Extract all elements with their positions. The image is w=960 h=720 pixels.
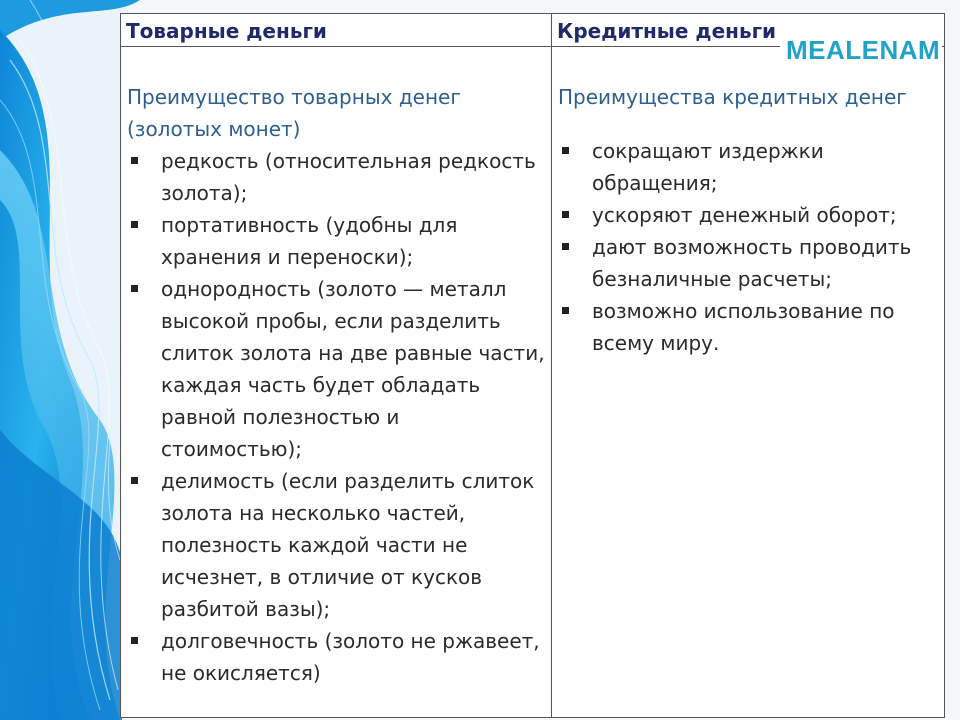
bullet-square-icon [562, 307, 569, 314]
bullet-square-icon [131, 637, 138, 644]
comparison-table [120, 13, 945, 718]
list-item [127, 145, 545, 209]
list-item [558, 199, 938, 231]
list-item-text: портативность (удобны для хранения и переноски); [161, 213, 458, 269]
list-item-text: редкость (относительная редкость золота); [161, 149, 536, 205]
bullet-square-icon [562, 243, 569, 250]
bullet-square-icon [131, 221, 138, 228]
list-item [127, 625, 545, 689]
list-item-text: однородность (золото — металл высокой пробы, если разделить слиток золота на две равные части, каждая часть будет обладать равной полезностью и стоимостью); [161, 277, 545, 461]
credit-money-cell [552, 47, 944, 717]
bullet-square-icon [562, 211, 569, 218]
watermark-logo [780, 30, 942, 70]
bullet-square-icon [562, 147, 569, 154]
list-item [127, 465, 545, 625]
bullet-square-icon [131, 157, 138, 164]
list-item [558, 295, 938, 359]
list-item [127, 273, 545, 465]
credit-money-intro: Преимущества кредитных денег [558, 85, 907, 109]
bullet-square-icon [131, 477, 138, 484]
header-commodity-money: Товарные деньги [121, 14, 552, 47]
list-item [127, 209, 545, 273]
list-item-text: делимость (если разделить слиток золота на несколько частей, полезность каждой части не исчезнет, в отличие от кусков разбитой вазы); [161, 469, 535, 621]
list-item-text: долговечность (золото не ржавеет, не окисляется) [161, 629, 540, 685]
watermark-text: MEALENAM [786, 35, 941, 65]
list-item [558, 231, 938, 295]
commodity-advantages-list [127, 145, 545, 689]
list-item-text: дают возможность проводить безналичные расчеты; [592, 235, 912, 291]
credit-advantages-list [558, 135, 938, 359]
bullet-square-icon [131, 285, 138, 292]
commodity-money-intro: Преимущество товарных денег (золотых монет) [127, 85, 461, 141]
list-item-text: возможно использование по всему миру. [592, 299, 895, 355]
header-credit-money: Кредитные деньги [552, 14, 944, 47]
list-item-text: сокращают издержки обращения; [592, 139, 824, 195]
list-item [558, 135, 938, 199]
list-item-text: ускоряют денежный оборот; [592, 203, 897, 227]
commodity-money-cell [121, 47, 552, 717]
